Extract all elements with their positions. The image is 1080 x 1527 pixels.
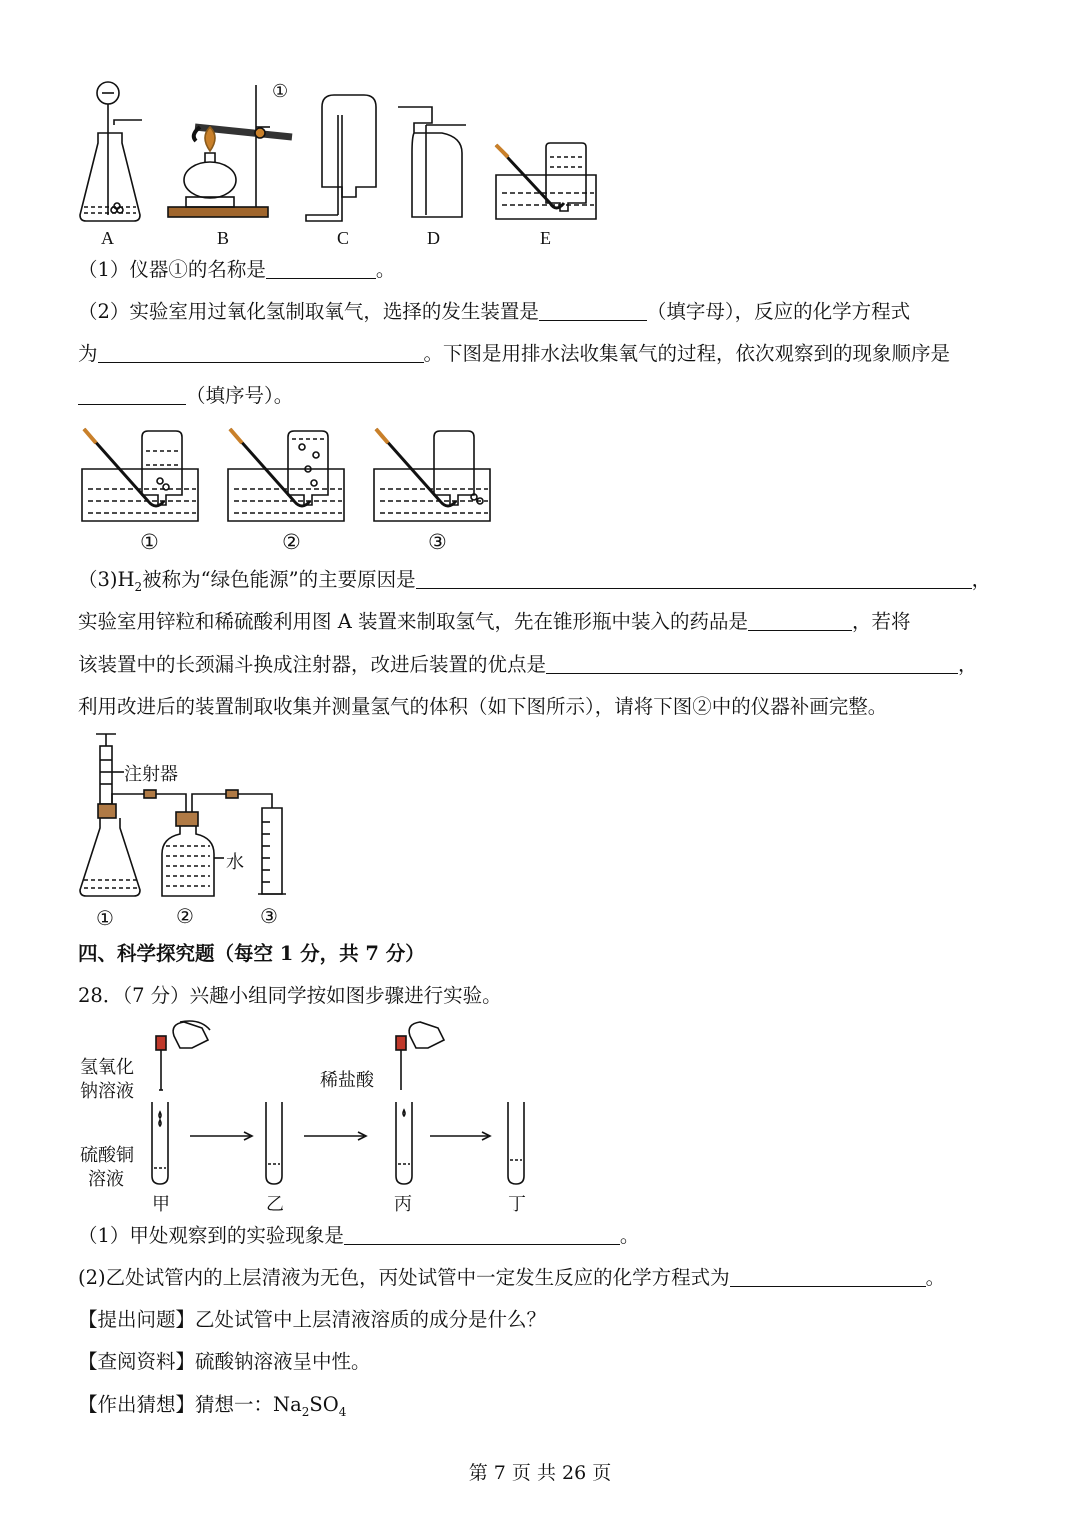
- hcl-label: 稀盐酸: [320, 1070, 374, 1091]
- answer-blank-3b[interactable]: [748, 610, 852, 631]
- hydrogen-measure-figure: [76, 730, 296, 910]
- question-28-part-2: (2)乙处试管内的上层清液为无色，丙处试管中一定发生反应的化学方程式为 。: [78, 1266, 946, 1289]
- apparatus-label-b: B: [217, 228, 230, 248]
- tube-label-bing: 丙: [394, 1194, 412, 1215]
- measure-label-3: ③: [260, 906, 278, 928]
- question-28: 28．（7 分）兴趣小组同学按如图步骤进行实验。: [78, 984, 502, 1007]
- naoh-label: 氢氧化 钠溶液: [80, 1057, 134, 1102]
- cuso4-label: 硫酸铜 溶液: [80, 1145, 134, 1190]
- answer-blank-28a[interactable]: [344, 1224, 620, 1245]
- question-1: （1）仪器①的名称是 。: [78, 258, 396, 281]
- page-footer: 第 7 页 共 26 页: [468, 1462, 612, 1484]
- problem-statement: 【提出问题】乙处试管中上层清液溶质的成分是什么？: [78, 1308, 547, 1331]
- apparatus-label-e: E: [540, 228, 551, 248]
- answer-blank-2c[interactable]: [78, 384, 186, 405]
- question-2-line-1: （2）实验室用过氧化氢制取氧气，选择的发生装置是 （填字母），反应的化学方程式: [78, 300, 911, 323]
- syringe-label: 注射器: [124, 764, 178, 785]
- question-3-line-1: $(3)H_2$被称为“绿色能源”的主要原因是 ，: [78, 568, 992, 594]
- question-3-line-2: 实验室用锌粒和稀硫酸利用图 A 装置来制取氢气，先在锥形瓶中装入的药品是 ，若将: [78, 610, 911, 633]
- collection-label-1: ①: [140, 530, 159, 554]
- collection-label-2: ②: [282, 530, 301, 554]
- test-tube-figure: [140, 1018, 540, 1188]
- collection-label-3: ③: [428, 530, 447, 554]
- instrument-marker: ①: [272, 81, 289, 101]
- apparatus-label-a: A: [101, 228, 114, 248]
- answer-blank-1[interactable]: [266, 258, 376, 279]
- question-2-line-3: （填序号）。: [78, 382, 293, 410]
- tube-label-yi: 乙: [266, 1194, 284, 1215]
- question-28-part-1: （1）甲处观察到的实验现象是 。: [78, 1224, 640, 1247]
- answer-blank-2b[interactable]: [98, 342, 424, 363]
- answer-blank-3c[interactable]: [546, 653, 958, 674]
- reference-info: 【查阅资料】硫酸钠溶液呈中性。: [78, 1350, 371, 1373]
- answer-blank-3a[interactable]: [416, 568, 972, 589]
- apparatus-label-c: C: [337, 228, 350, 248]
- tube-label-jia: 甲: [152, 1194, 170, 1215]
- question-2-line-2: 为 。下图是用排水法收集氧气的过程，依次观察到的现象顺序是: [78, 342, 951, 365]
- measure-label-2: ②: [176, 906, 194, 928]
- tube-label-ding: 丁: [508, 1194, 526, 1215]
- apparatus-label-d: D: [427, 228, 440, 248]
- section-4-heading: 四、科学探究题（每空 1 分，共 7 分）: [78, 942, 425, 965]
- answer-blank-2a[interactable]: [539, 300, 647, 321]
- hypothesis: 【作出猜想】猜想一：$Na_2SO_4$: [78, 1393, 347, 1419]
- measure-label-1: ①: [96, 908, 114, 930]
- water-collection-figure: [78, 425, 498, 525]
- water-label: 水: [226, 852, 244, 873]
- answer-blank-28b[interactable]: [730, 1266, 926, 1287]
- question-3-line-3: 该装置中的长颈漏斗换成注射器，改进后装置的优点是 ，: [78, 653, 978, 676]
- question-3-line-4: 利用改进后的装置制取收集并测量氢气的体积（如下图所示），请将下图②中的仪器补画完整。: [78, 695, 888, 718]
